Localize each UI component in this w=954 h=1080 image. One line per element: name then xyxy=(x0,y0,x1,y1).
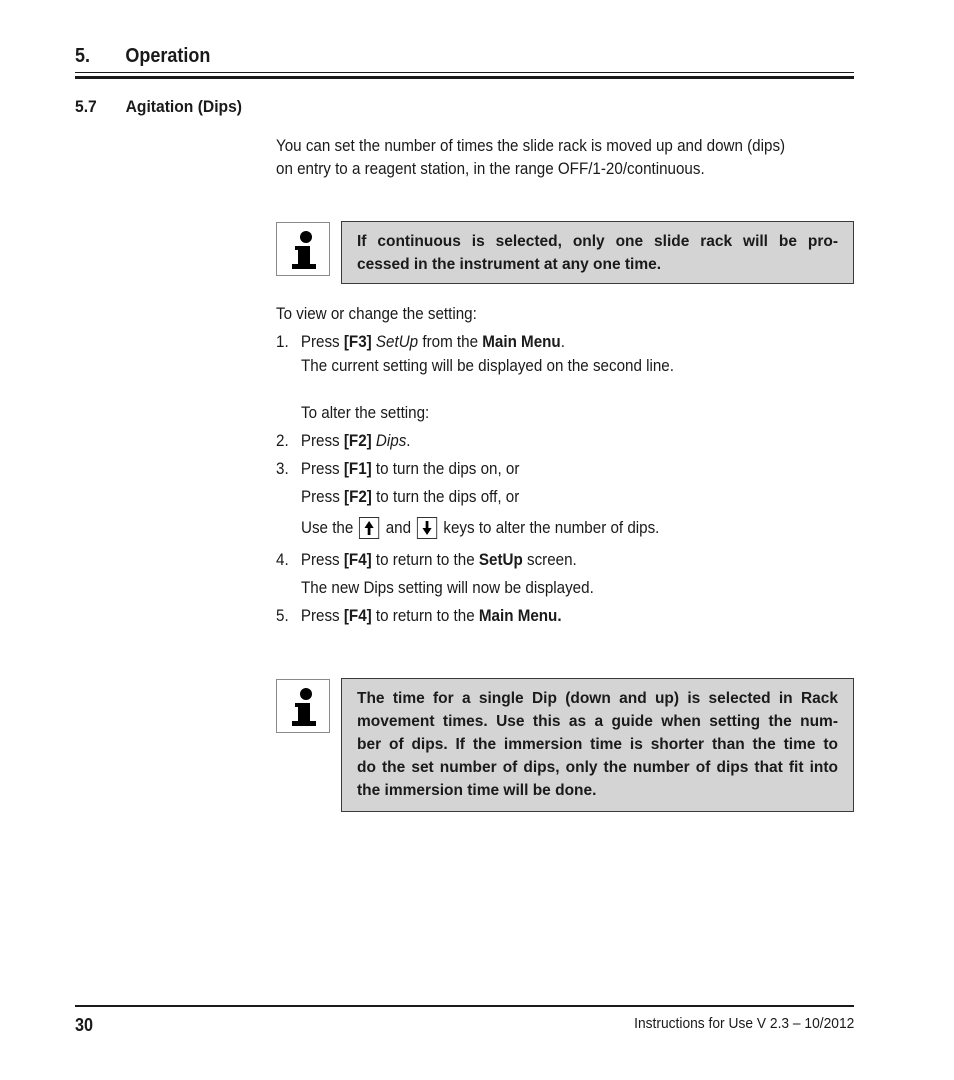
header-rule-thin xyxy=(75,72,854,73)
step-5 xyxy=(276,605,562,628)
function-name: Dips xyxy=(375,432,407,450)
step-text: screen. xyxy=(526,551,577,569)
page-number: 30 xyxy=(75,1015,94,1035)
step-number: 4. xyxy=(276,551,289,569)
step-text: Press xyxy=(300,333,340,351)
step-4-continuation: The new Dips setting will now be displayed. xyxy=(301,579,594,597)
alter-text: To alter the setting: xyxy=(301,404,430,422)
arrow-up-key-icon xyxy=(359,517,379,539)
key-label: [F2] xyxy=(343,432,372,450)
step-number: 3. xyxy=(276,460,289,478)
footer-rule xyxy=(75,1005,854,1007)
step-4 xyxy=(276,549,577,572)
note-line: do the set number of dips, only the number of dips that fit into xyxy=(357,759,838,776)
info-icon xyxy=(276,222,330,276)
step-text: to return to the xyxy=(375,551,475,569)
step-text: Press xyxy=(300,460,340,478)
note-line: movement times. Use this as a guide when setting the num- xyxy=(357,713,838,730)
key-label: [F2] xyxy=(344,488,372,506)
footer-document-info: Instructions for Use V 2.3 – 10/2012 xyxy=(633,1015,854,1032)
step-text: Press xyxy=(300,551,340,569)
step-text: to turn the dips off, or xyxy=(376,488,520,506)
step-text: keys to alter the number of dips. xyxy=(443,519,660,537)
step-text: from the xyxy=(422,333,479,351)
intro-paragraph xyxy=(276,135,828,181)
note-line: cessed in the instrument at any one time. xyxy=(357,256,662,273)
step-text: Press xyxy=(301,488,340,506)
note-line: ber of dips. If the immersion time is shorter than the time to xyxy=(357,736,838,753)
header-rule-thick xyxy=(75,76,854,79)
step-text: and xyxy=(385,519,412,537)
key-label: [F4] xyxy=(343,551,372,569)
step-text: . xyxy=(406,432,411,450)
section-title: Operation xyxy=(125,45,211,67)
step-text: to return to the xyxy=(375,607,475,625)
key-label: [F4] xyxy=(343,607,372,625)
note-line: The time for a single Dip (down and up) is selected in Rack xyxy=(357,690,838,707)
section-header xyxy=(75,45,854,68)
step-2 xyxy=(276,430,411,453)
arrow-down-key-icon xyxy=(417,517,437,539)
subsection-number: 5.7 xyxy=(75,97,97,116)
step-number: 2. xyxy=(276,432,289,450)
key-label: [F1] xyxy=(343,460,372,478)
step-number: 5. xyxy=(276,607,289,625)
intro-line: You can set the number of times the slide rack is moved up and down (dips) xyxy=(276,137,786,155)
function-name: SetUp xyxy=(375,333,419,351)
step-1 xyxy=(276,331,565,354)
menu-name: Main Menu. xyxy=(478,607,562,625)
note-line: the immersion time will be done. xyxy=(357,782,597,799)
step-text: Press xyxy=(300,432,340,450)
note-line: If continuous is selected, only one slide rack will be pro- xyxy=(357,233,838,250)
step-text: . xyxy=(560,333,565,351)
step-text: Use the xyxy=(301,519,354,537)
section-number: 5. xyxy=(75,45,91,67)
step-text: to turn the dips on, or xyxy=(375,460,520,478)
key-label: [F3] xyxy=(343,333,372,351)
info-icon xyxy=(276,679,330,733)
step-number: 1. xyxy=(276,333,289,351)
menu-name: SetUp xyxy=(478,551,523,569)
step-1-continuation: The current setting will be displayed on the second line. xyxy=(301,357,674,375)
step-3-option-c xyxy=(301,517,659,540)
intro-line: on entry to a reagent station, in the range OFF/1-20/continuous. xyxy=(276,160,705,178)
view-change-text: To view or change the setting: xyxy=(276,305,477,323)
step-3 xyxy=(276,458,519,481)
step-text: Press xyxy=(300,607,340,625)
note-box xyxy=(341,678,854,812)
step-3-option-b xyxy=(301,486,519,509)
menu-name: Main Menu xyxy=(482,333,561,351)
subsection-heading xyxy=(75,97,242,117)
subsection-title: Agitation (Dips) xyxy=(125,97,243,116)
note-box xyxy=(341,221,854,284)
